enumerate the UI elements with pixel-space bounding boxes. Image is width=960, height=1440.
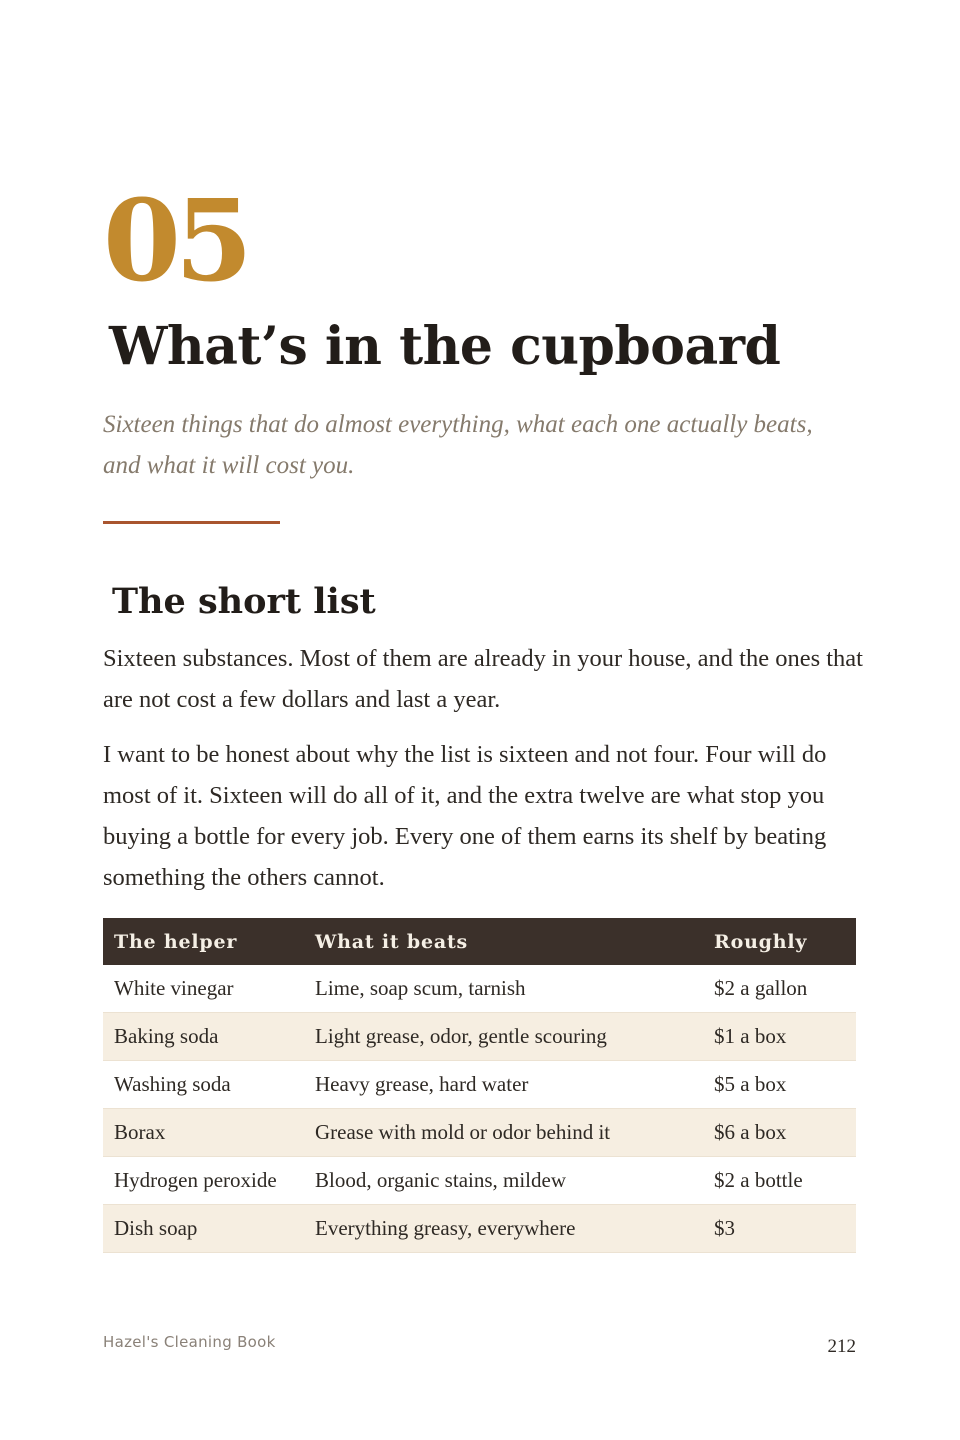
- table-row: [103, 965, 856, 1013]
- cell-cost: $2 a bottle: [714, 1168, 803, 1192]
- paragraph: I want to be honest about why the list is sixteen and not four. Four will do most of it. Sixteen will do all of it, and the extra twelve are what stop you buying a bottle for every job. Every one of them earns its shelf by beating something the others cannot.: [103, 741, 827, 891]
- cell-helper: White vinegar: [114, 976, 234, 1000]
- paragraph: Sixteen substances. Most of them are already in your house, and the ones that are not cost a few dollars and last a year.: [103, 645, 863, 713]
- page-number: 212: [827, 1336, 856, 1357]
- cell-cost: $2 a gallon: [714, 976, 808, 1000]
- table-row: [103, 1157, 856, 1205]
- cell-beats: Light grease, odor, gentle scouring: [315, 1024, 607, 1048]
- divider-rule: [103, 521, 280, 524]
- cell-beats: Everything greasy, everywhere: [315, 1216, 576, 1240]
- table-row: [103, 1013, 856, 1061]
- cell-beats: Blood, organic stains, mildew: [315, 1168, 567, 1192]
- chapter-subtitle: Sixteen things that do almost everything, what each one actually beats, and what it will cost you.: [103, 411, 813, 479]
- cell-cost: $3: [714, 1216, 735, 1240]
- cell-cost: $6 a box: [714, 1120, 787, 1144]
- cell-beats: Grease with mold or odor behind it: [315, 1120, 611, 1144]
- column-header-helper: The helper: [114, 930, 238, 953]
- column-header-cost: Roughly: [714, 930, 808, 953]
- chapter-title: What’s in the cupboard: [109, 316, 781, 377]
- cell-helper: Washing soda: [114, 1072, 231, 1096]
- cell-helper: Baking soda: [114, 1024, 219, 1048]
- table-row: [103, 1061, 856, 1109]
- table-header-row: [103, 918, 856, 965]
- cell-beats: Heavy grease, hard water: [315, 1072, 529, 1096]
- cell-cost: $5 a box: [714, 1072, 787, 1096]
- chapter-number: 05: [103, 176, 247, 307]
- cell-beats: Lime, soap scum, tarnish: [315, 976, 526, 1000]
- cell-helper: Borax: [114, 1120, 166, 1144]
- cell-helper: Hydrogen peroxide: [114, 1168, 277, 1192]
- section-title: The short list: [112, 581, 376, 622]
- table-row: [103, 1109, 856, 1157]
- cell-helper: Dish soap: [114, 1216, 198, 1240]
- column-header-beats: What it beats: [315, 930, 469, 953]
- cell-cost: $1 a box: [714, 1024, 787, 1048]
- table-row: [103, 1205, 856, 1253]
- footer-book-title: Hazel's Cleaning Book: [103, 1333, 276, 1351]
- helpers-table: [103, 918, 856, 1253]
